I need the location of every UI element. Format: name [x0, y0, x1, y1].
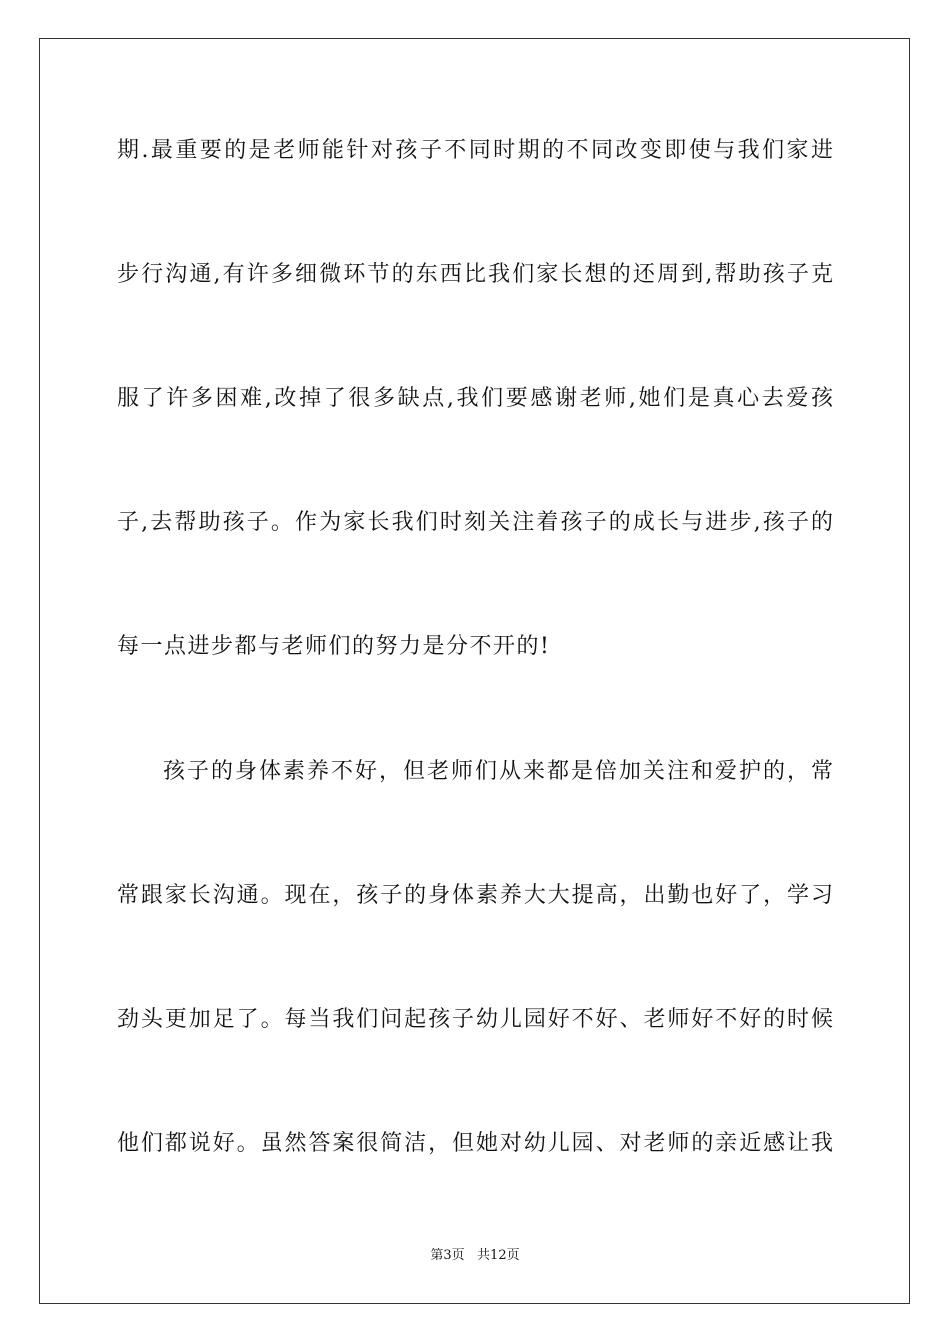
- body-text-line: 每一点进步都与老师们的努力是分不开的!: [117, 634, 551, 659]
- page-number-footer: 第3页 共12页: [430, 1248, 520, 1263]
- body-text-line: 步行沟通,有许多细微环节的东西比我们家长想的还周到,帮助孩子克: [117, 262, 833, 287]
- page-border: [39, 38, 910, 1304]
- body-text-line: 常跟家长沟通。现在，孩子的身体素养大大提高，出勤也好了，学习: [117, 883, 833, 908]
- body-text-line: 他们都说好。虽然答案很简洁，但她对幼儿园、对老师的亲近感让我: [117, 1131, 833, 1156]
- body-text-line: 子,去帮助孩子。作为家长我们时刻关注着孩子的成长与进步,孩子的: [117, 510, 833, 535]
- body-text-line: 期.最重要的是老师能针对孩子不同时期的不同改变即使与我们家进: [117, 138, 833, 163]
- body-text-line: 服了许多困难,改掉了很多缺点,我们要感谢老师,她们是真心去爱孩: [117, 386, 833, 411]
- body-text-line: 劲头更加足了。每当我们问起孩子幼儿园好不好、老师好不好的时候: [117, 1007, 833, 1032]
- paragraph-first-line: 孩子的身体素养不好，但老师们从来都是倍加关注和爱护的，常: [163, 759, 833, 784]
